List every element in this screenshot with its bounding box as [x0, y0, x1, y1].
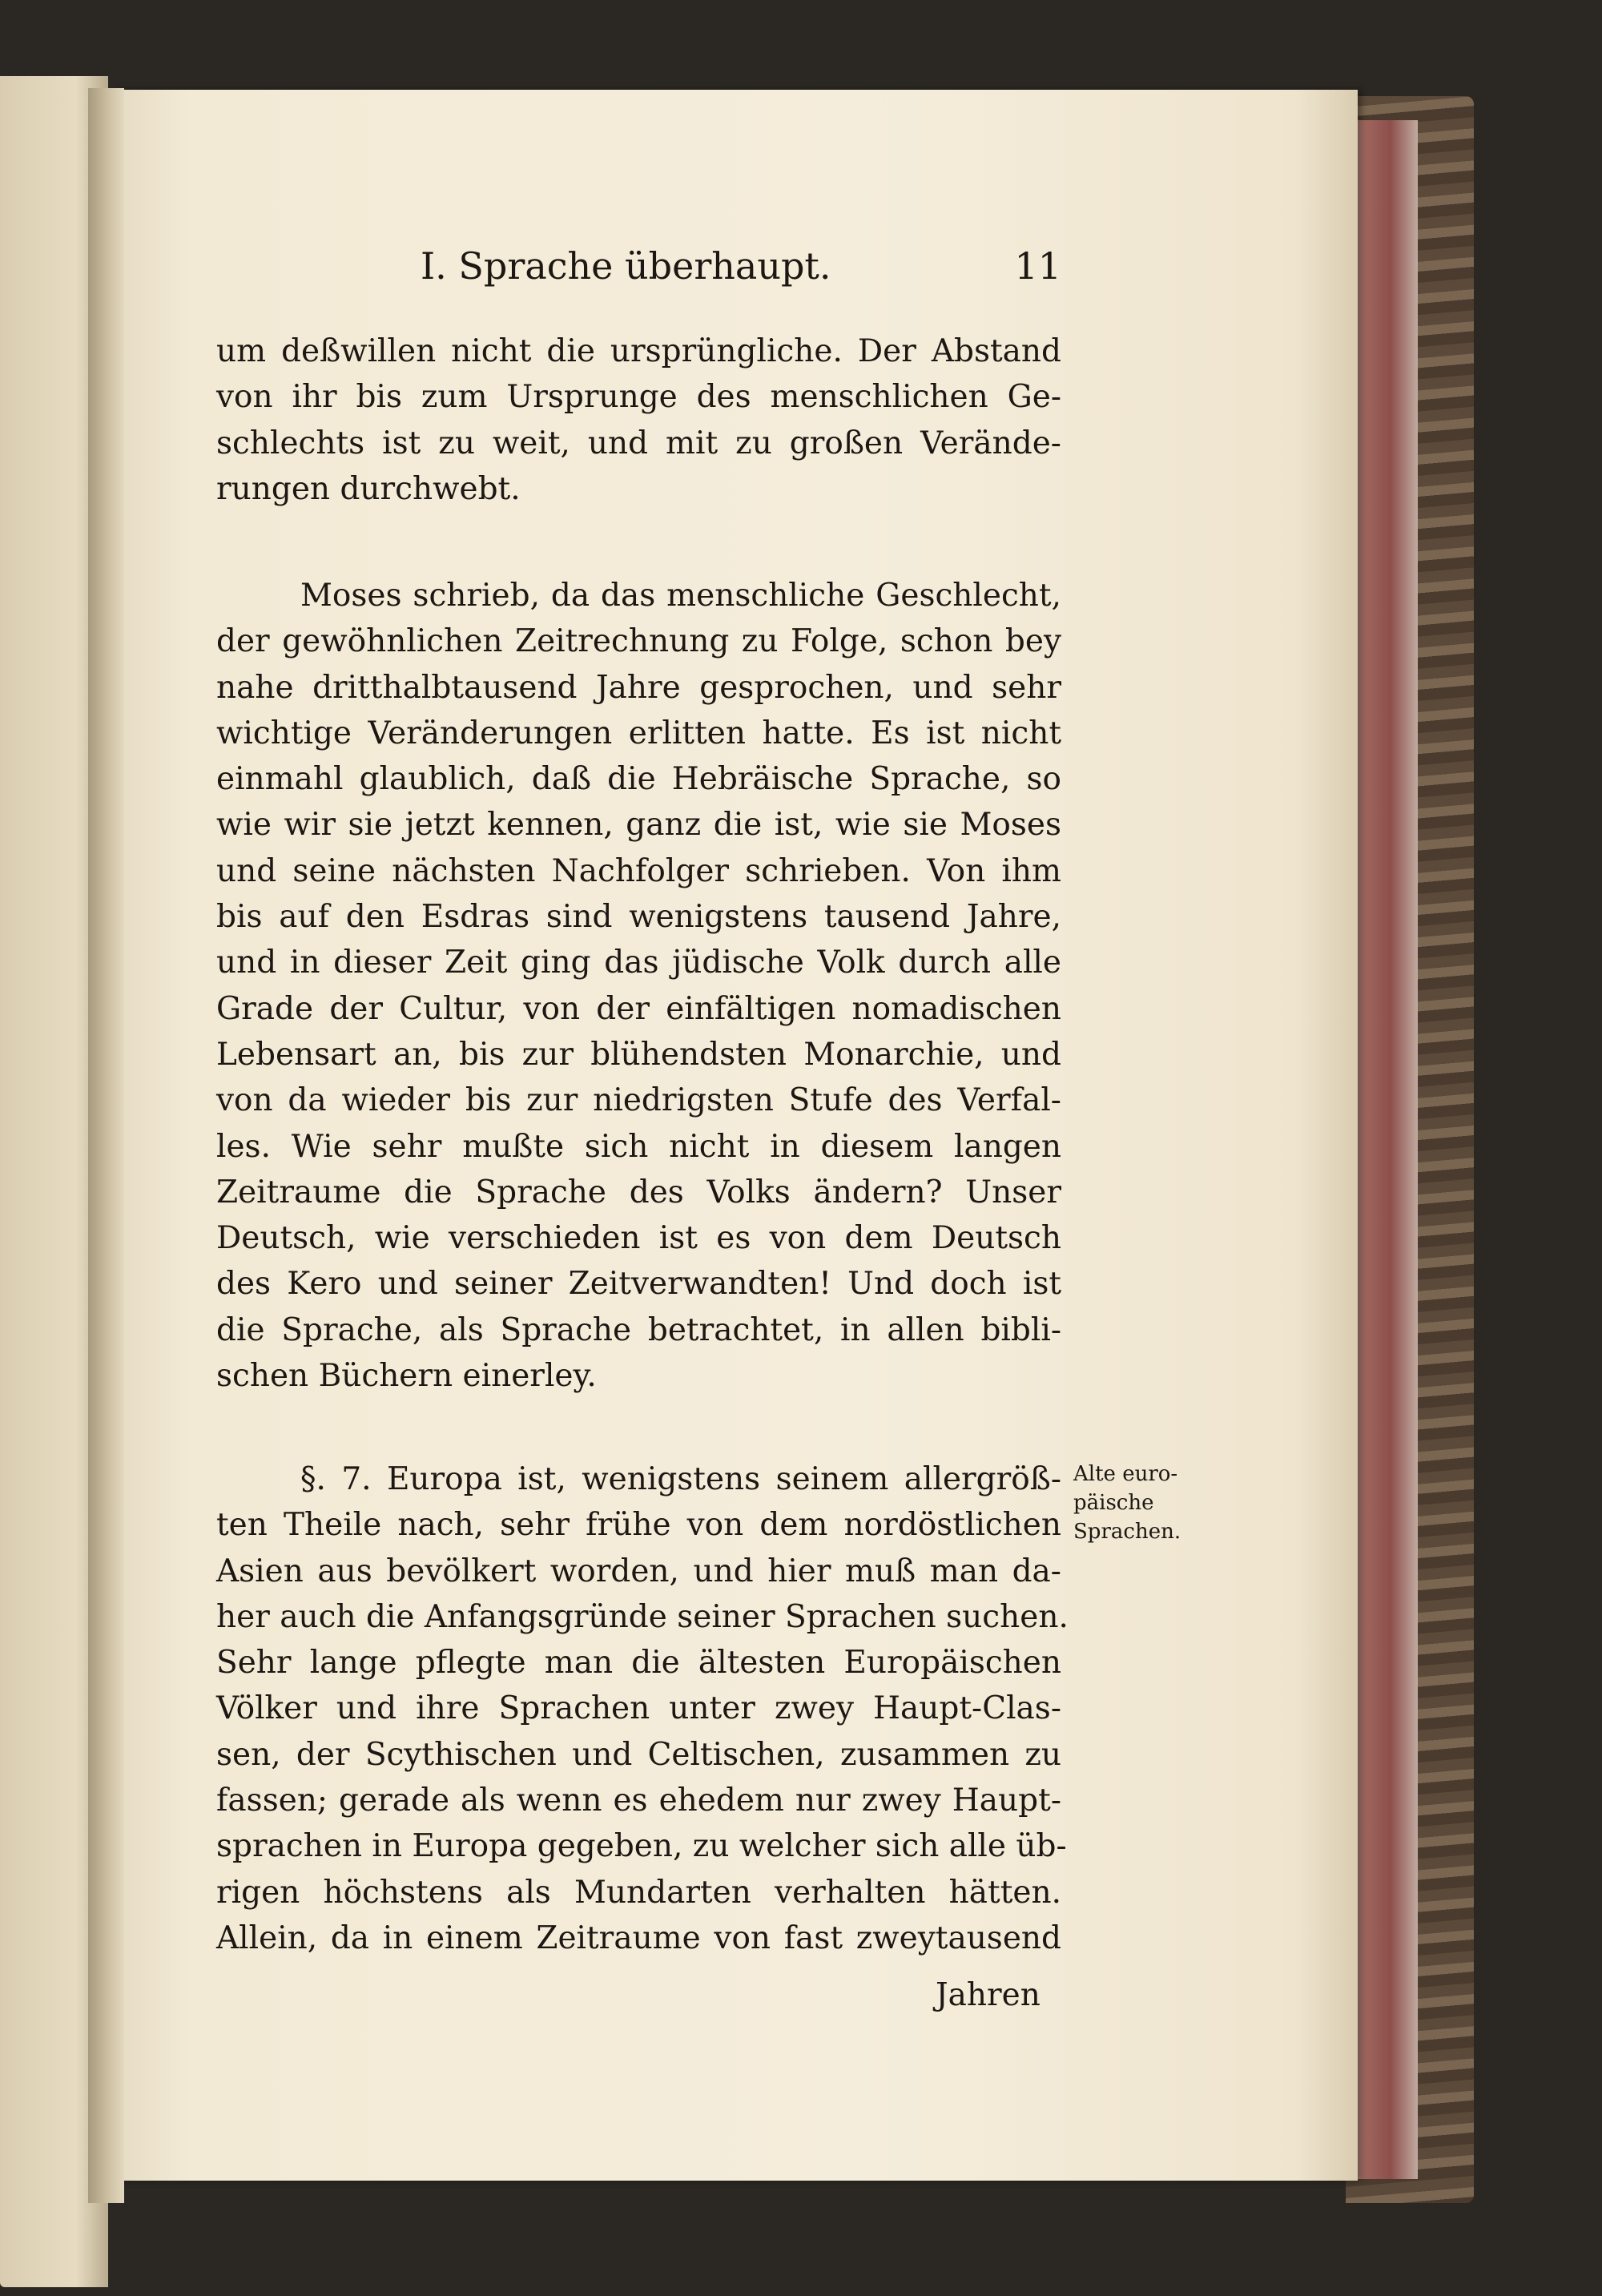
text-line: nahe dritthalbtausend Jahre gesprochen, und sehr: [216, 669, 1061, 706]
text-line: sprachen in Europa gegeben, zu welcher sich alle üb-: [216, 1828, 1067, 1865]
text-line: les. Wie sehr mußte sich nicht in diesem langen: [216, 1128, 1061, 1165]
paragraph-1: [216, 328, 1061, 512]
text-line: des Kero und seiner Zeitverwandten! Und doch ist: [216, 1266, 1061, 1303]
text-line: Grade der Cultur, von der einfältigen nomadischen: [216, 990, 1061, 1027]
page-number: 11: [1014, 244, 1061, 288]
text-line: um deßwillen nicht die ursprüngliche. Der Abstand: [216, 333, 1061, 369]
page-block-edge: [1350, 120, 1418, 2179]
text-line: einmahl glaublich, daß die Hebräische Sprache, so: [216, 761, 1061, 798]
text-line: rungen durchwebt.: [216, 470, 521, 507]
text-line: wie wir sie jetzt kennen, ganz die ist, wie sie Moses: [216, 807, 1061, 844]
running-header: [216, 244, 1061, 292]
margin-note-line: päische: [1073, 1491, 1154, 1515]
text-line: der gewöhnlichen Zeitrechnung zu Folge, schon bey: [216, 623, 1061, 660]
text-line: Asien aus bevölkert worden, und hier muß man da-: [216, 1553, 1061, 1589]
text-line: Sehr lange pflegte man die ältesten Europäischen: [216, 1645, 1061, 1682]
text-line: und seine nächsten Nachfolger schrieben. Von ihm: [216, 852, 1061, 889]
text-line: Allein, da in einem Zeitraume von fast zweytausend: [216, 1919, 1061, 1956]
margin-note-line: Alte euro-: [1073, 1462, 1178, 1486]
margin-note: [1073, 1460, 1181, 1546]
book-gutter: [88, 88, 124, 2203]
text-line: von da wieder bis zur niedrigsten Stufe des Verfal-: [216, 1082, 1061, 1119]
text-line: Moses schrieb, da das menschliche Geschlecht,: [300, 578, 1061, 614]
text-line: Lebensart an, bis zur blühendsten Monarchie, und: [216, 1036, 1061, 1073]
catchword: Jahren: [936, 1977, 1040, 2013]
paragraph-3: [216, 1456, 1069, 1961]
text-line: schen Büchern einerley.: [216, 1358, 597, 1395]
text-line: und in dieser Zeit ging das jüdische Volk durch alle: [216, 945, 1061, 981]
running-title: I. Sprache überhaupt.: [421, 244, 831, 288]
text-line: fassen; gerade als wenn es ehedem nur zwey Haupt-: [216, 1782, 1061, 1819]
text-line: schlechts ist zu weit, und mit zu großen Verände-: [216, 425, 1061, 461]
text-line: von ihr bis zum Ursprunge des menschlichen Ge-: [216, 379, 1061, 416]
text-line: §. 7. Europa ist, wenigstens seinem allergröß-: [300, 1461, 1061, 1497]
text-line: Zeitraume die Sprache des Volks ändern? Unser: [216, 1174, 1061, 1210]
text-line: Deutsch, wie verschieden ist es von dem Deutsch: [216, 1220, 1061, 1257]
text-line: her auch die Anfangsgründe seiner Sprachen suchen.: [216, 1598, 1069, 1635]
paragraph-2: [216, 573, 1061, 1399]
margin-note-line: Sprachen.: [1073, 1520, 1181, 1544]
text-line: rigen höchstens als Mundarten verhalten hätten.: [216, 1874, 1061, 1911]
text-line: sen, der Scythischen und Celtischen, zusammen zu: [216, 1736, 1061, 1773]
text-line: die Sprache, als Sprache betrachtet, in allen bibli-: [216, 1311, 1061, 1348]
text-line: bis auf den Esdras sind wenigstens tausend Jahre,: [216, 899, 1061, 936]
text-line: wichtige Veränderungen erlitten hatte. Es ist nicht: [216, 715, 1061, 751]
text-line: ten Theile nach, sehr frühe von dem nordöstlichen: [216, 1507, 1061, 1544]
text-line: Völker und ihre Sprachen unter zwey Haupt-Clas-: [216, 1690, 1061, 1727]
